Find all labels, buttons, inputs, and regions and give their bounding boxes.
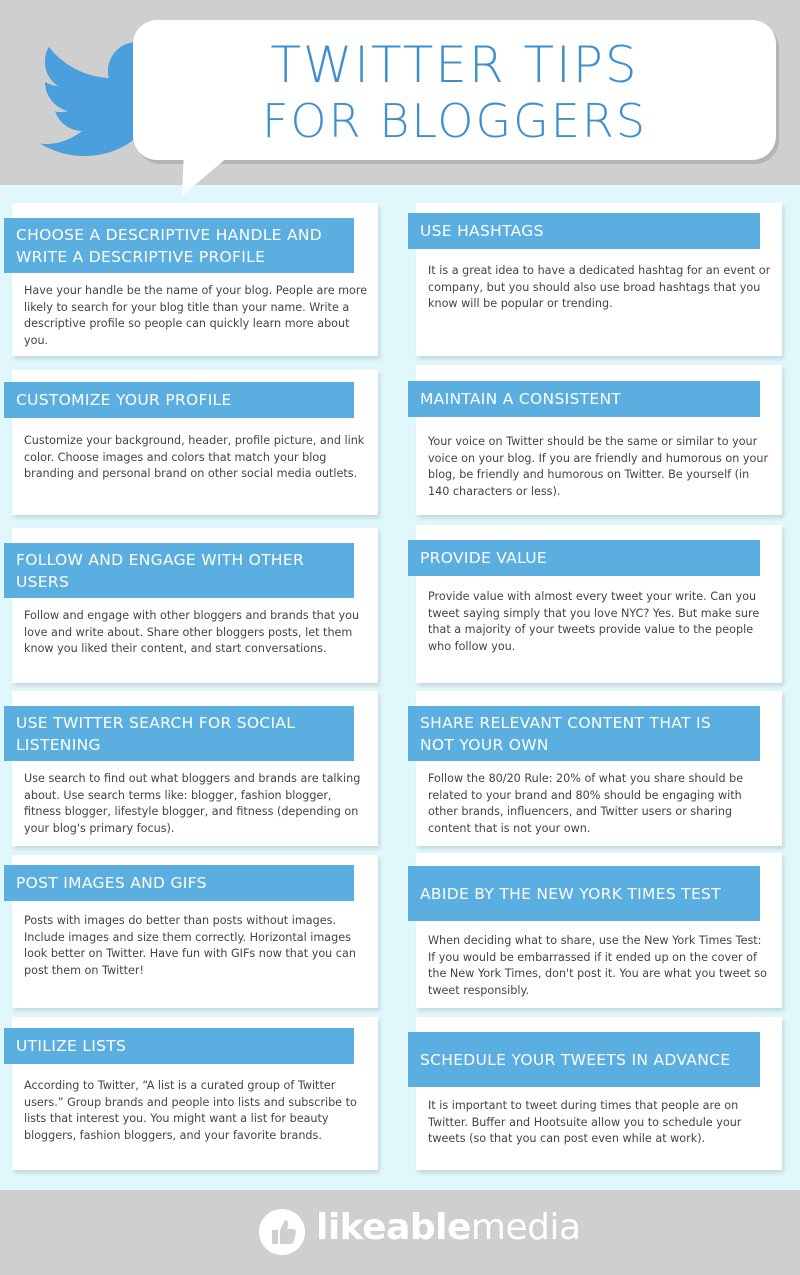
tip-card [416, 365, 782, 515]
tip-body: Have your handle be the name of your blog. People are more likely to search for your blog title than your name. Write a descriptive profile so people can quickly learn more about you. [24, 284, 368, 347]
tip-card [416, 1017, 782, 1170]
tip-heading: ABIDE BY THE NEW YORK TIMES TEST [408, 866, 760, 921]
tip-card [12, 1017, 378, 1170]
tip-heading: UTILIZE LISTS [4, 1028, 354, 1064]
tip-card [12, 203, 378, 356]
tip-body: According to Twitter, “A list is a curated group of Twitter users.” Group brands and people into lists and subscribe to lists that interest you. You might want a list for beauty bloggers, fashion bloggers, and your favorite brands. [24, 1079, 357, 1142]
tip-body: Follow the 80/20 Rule: 20% of what you share should be related to your brand and 80% should be engaging with other brands, influencers, and Twitter users or sharing content that is not your own. [428, 772, 744, 835]
tip-card [416, 691, 782, 846]
logo-text-light: media [470, 1207, 581, 1248]
page-title: TWITTER TIPS [270, 36, 639, 94]
tip-heading: PROVIDE VALUE [408, 540, 760, 576]
footer-logo[interactable] [316, 1207, 581, 1248]
tip-card [12, 855, 378, 1008]
tip-heading: SHARE RELEVANT CONTENT THAT IS NOT YOUR OWN [408, 706, 760, 761]
tip-card [416, 525, 782, 683]
tip-heading: USE HASHTAGS [408, 213, 760, 249]
tip-body: Posts with images do better than posts without images. Include images and size them correctly. Horizontal images look better on Twitter. Have fun with GIFs now that you can post them on Twitter! [24, 914, 356, 977]
tip-heading: MAINTAIN A CONSISTENT [408, 381, 760, 417]
page-subtitle: FOR BLOGGERS [261, 94, 648, 148]
tip-heading: SCHEDULE YOUR TWEETS IN ADVANCE [408, 1032, 760, 1087]
tip-heading: CUSTOMIZE YOUR PROFILE [4, 382, 354, 418]
tip-body: Follow and engage with other bloggers and brands that you love and write about. Share other bloggers posts, let them know you liked their content, and start conversations. [24, 609, 360, 656]
tip-heading: POST IMAGES AND GIFS [4, 865, 354, 901]
tip-body: Customize your background, header, profile picture, and link color. Choose images and colors that match your blog branding and personal brand on other social media outlets. [24, 434, 365, 481]
tip-heading: CHOOSE A DESCRIPTIVE HANDLE AND WRITE A DESCRIPTIVE PROFILE [4, 218, 354, 273]
thumbs-up-icon [258, 1208, 306, 1256]
tip-body: Use search to find out what bloggers and brands are talking about. Use search terms like: blogger, fashion blogger, fitness blogger, lifestyle blogger, and fitness (depending on your blog's primary focus). [24, 772, 361, 835]
tip-body: It is important to tweet during times that people are on Twitter. Buffer and Hootsuite allow you to schedule your tweets (so that you can post even while at work). [428, 1099, 742, 1146]
tip-body: Provide value with almost every tweet your write. Can you tweet saying simply that you love NYC? Yes. But make sure that a majority of your tweets provide value to the people who follow you. [428, 590, 760, 653]
tip-card [12, 370, 378, 515]
tip-heading: USE TWITTER SEARCH FOR SOCIAL LISTENING [4, 706, 354, 761]
logo-text-bold: likeable [316, 1207, 471, 1248]
tip-card [12, 691, 378, 846]
title-bubble [133, 20, 776, 160]
tip-heading: FOLLOW AND ENGAGE WITH OTHER USERS [4, 543, 354, 598]
bubble-tail [178, 150, 238, 200]
tip-card [416, 853, 782, 1008]
tip-body: Your voice on Twitter should be the same or similar to your voice on your blog. If you are friendly and humorous on your blog, be friendly and humorous on Twitter. Be yourself (in 140 characters or less). [428, 435, 769, 498]
tip-card [12, 528, 378, 683]
tip-body: When deciding what to share, use the New York Times Test: If you would be embarrassed if it ended up on the cover of the New York Times, don't post it. You are what you tweet so tweet responsibly. [428, 934, 767, 997]
tip-card [416, 203, 782, 356]
tip-body: It is a great idea to have a dedicated hashtag for an event or company, but you should also use broad hashtags that you know will be popular or trending. [428, 264, 771, 311]
